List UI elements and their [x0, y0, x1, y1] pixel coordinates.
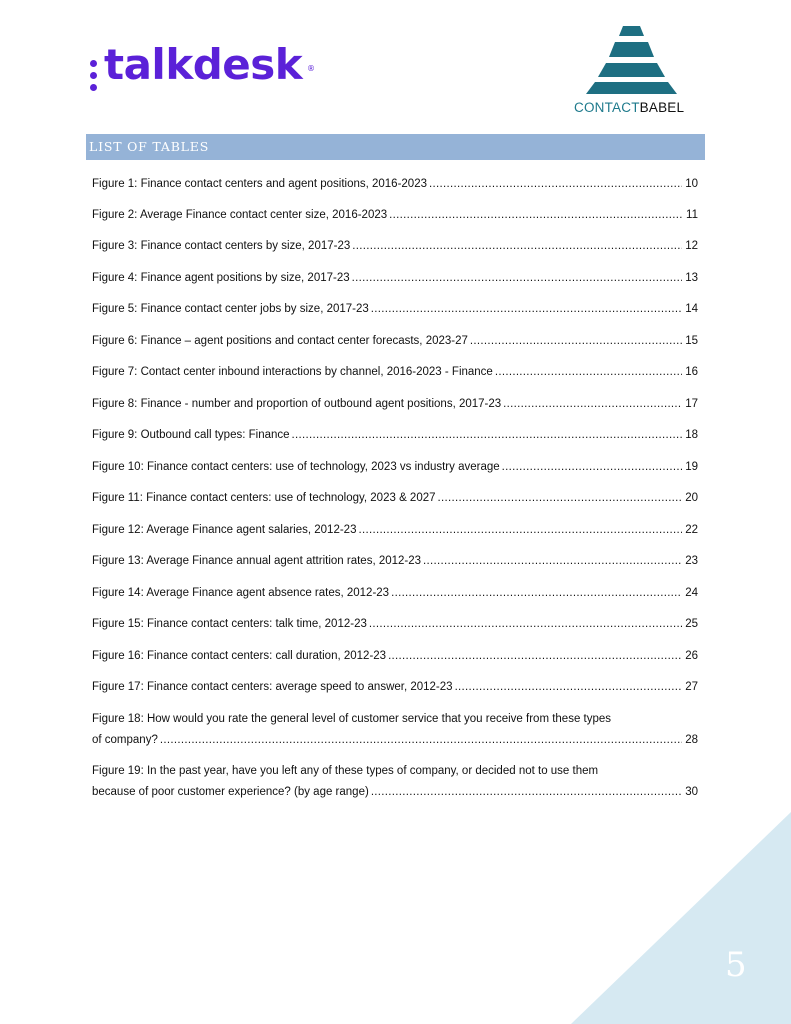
toc-leader	[388, 646, 682, 667]
toc-label: Figure 17: Finance contact centers: average speed to answer, 2012-23	[92, 681, 453, 693]
toc-page-number: 25	[685, 618, 698, 630]
contactbabel-wordmark	[574, 100, 684, 115]
toc-entry-12[interactable]	[92, 520, 698, 541]
talkdesk-logo	[88, 40, 328, 98]
toc-entry-19[interactable]	[92, 761, 698, 803]
section-title: LIST OF TABLES	[89, 139, 210, 154]
toc-label: Figure 7: Contact center inbound interactions by channel, 2016-2023 - Finance	[92, 366, 493, 378]
toc-leader	[389, 205, 683, 226]
toc-leader	[438, 488, 683, 509]
toc-leader	[371, 299, 682, 320]
toc-label-line1: Figure 19: In the past year, have you left any of these types of company, or decided not to use them	[92, 765, 599, 777]
toc-page-number: 11	[686, 209, 698, 221]
toc-page-number: 24	[685, 587, 698, 599]
toc-entry-13[interactable]	[92, 551, 698, 572]
toc-label: Figure 5: Finance contact center jobs by size, 2017-23	[92, 303, 369, 315]
toc-entry-15[interactable]	[92, 614, 698, 635]
toc-entry-11[interactable]	[92, 488, 698, 509]
contactbabel-logo	[574, 26, 692, 118]
toc-page-number: 30	[685, 786, 698, 798]
toc-page-number: 27	[685, 681, 698, 693]
toc-leader	[470, 331, 682, 352]
toc-entry-16[interactable]	[92, 646, 698, 667]
toc-label: Figure 16: Finance contact centers: call duration, 2012-23	[92, 650, 387, 662]
toc-label: Figure 6: Finance – agent positions and contact center forecasts, 2023-27	[92, 335, 468, 347]
toc-label-line1: Figure 18: How would you rate the general level of customer service that you receive from these types	[92, 713, 612, 725]
toc-entry-7[interactable]	[92, 362, 698, 383]
toc-page-number: 17	[685, 398, 698, 410]
contactbabel-pyramid-icon	[579, 26, 684, 94]
contactbabel-word-babel: BABEL	[639, 100, 685, 115]
toc-page-number: 15	[685, 335, 698, 347]
toc-label: Figure 12: Average Finance agent salaries, 2012-23	[92, 524, 357, 536]
toc-page-number: 12	[685, 240, 698, 252]
toc-page-number: 10	[685, 178, 698, 190]
toc-leader	[455, 677, 683, 698]
toc-entry-17[interactable]	[92, 677, 698, 698]
toc-label: Figure 2: Average Finance contact center size, 2016-2023	[92, 209, 388, 221]
toc-label: of company?	[92, 734, 158, 746]
toc-leader	[352, 236, 682, 257]
toc-label: Figure 8: Finance - number and proportion of outbound agent positions, 2017-23	[92, 398, 502, 410]
toc-leader	[391, 583, 682, 604]
toc-label: Figure 1: Finance contact centers and agent positions, 2016-2023	[92, 178, 427, 190]
toc-entry-5[interactable]	[92, 299, 698, 320]
corner-triangle-decoration	[571, 812, 791, 1024]
toc-leader	[495, 362, 682, 383]
toc-entry-6[interactable]	[92, 331, 698, 352]
toc-leader	[369, 614, 682, 635]
toc-page-number: 23	[685, 555, 698, 567]
toc-entry-14[interactable]	[92, 583, 698, 604]
toc-entry-2[interactable]	[92, 205, 698, 226]
toc-page-number: 22	[685, 524, 698, 536]
toc-entry-10[interactable]	[92, 457, 698, 478]
talkdesk-wordmark: talkdesk	[104, 40, 303, 89]
toc-page-number: 19	[685, 461, 698, 473]
toc-label: Figure 3: Finance contact centers by size, 2017-23	[92, 240, 351, 252]
toc-label: Figure 10: Finance contact centers: use of technology, 2023 vs industry average	[92, 461, 500, 473]
talkdesk-dots-icon	[88, 60, 100, 92]
toc-leader	[429, 174, 682, 195]
toc-page-number: 16	[685, 366, 698, 378]
toc-page-number: 14	[685, 303, 698, 315]
registered-mark: ®	[307, 64, 315, 73]
toc-entry-1[interactable]	[92, 174, 698, 195]
toc-label: Figure 11: Finance contact centers: use of technology, 2023 & 2027	[92, 492, 436, 504]
page-number: 5	[725, 945, 747, 985]
toc-label: Figure 13: Average Finance annual agent attrition rates, 2012-23	[92, 555, 422, 567]
toc-leader	[502, 457, 683, 478]
toc-label: because of poor customer experience? (by age range)	[92, 786, 369, 798]
toc-leader	[371, 782, 682, 803]
toc-label: Figure 4: Finance agent positions by size, 2017-23	[92, 272, 350, 284]
toc-page-number: 26	[685, 650, 698, 662]
toc-leader	[160, 730, 682, 751]
toc-leader	[503, 394, 682, 415]
toc-entry-3[interactable]	[92, 236, 698, 257]
toc-page-number: 18	[685, 429, 698, 441]
toc-label: Figure 9: Outbound call types: Finance	[92, 429, 290, 441]
toc-leader	[352, 268, 683, 289]
toc-page-number: 20	[685, 492, 698, 504]
toc-label: Figure 15: Finance contact centers: talk time, 2012-23	[92, 618, 367, 630]
toc-entry-8[interactable]	[92, 394, 698, 415]
toc-leader	[423, 551, 682, 572]
section-header-bar	[86, 134, 705, 160]
toc-page-number: 28	[685, 734, 698, 746]
toc-entry-4[interactable]	[92, 268, 698, 289]
toc-entry-18[interactable]	[92, 709, 698, 751]
toc-entry-9[interactable]	[92, 425, 698, 446]
contactbabel-word-contact: CONTACT	[574, 100, 640, 115]
toc-page-number: 13	[685, 272, 698, 284]
list-of-tables	[92, 174, 698, 798]
toc-leader	[292, 425, 683, 446]
toc-leader	[358, 520, 682, 541]
toc-label: Figure 14: Average Finance agent absence rates, 2012-23	[92, 587, 390, 599]
